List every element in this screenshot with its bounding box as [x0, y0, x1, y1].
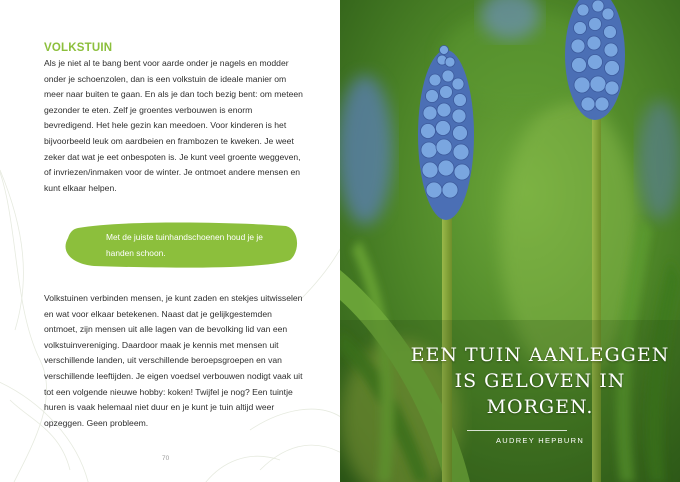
paragraph-intro: Als je niet al te bang bent voor aarde onder je nagels en modder onder je schoenzolen, dan is een volkstuin de ideale manier om meer naar buiten te gaan. En als je dan toch bezig bent: om meteen gezonder te eten. Zelf je groentes verbouwen is enorm bevredigend. Het hele gezin kan meedoen. Voor kinderen is het bijvoorbeeld leuk om aardbeien en frambozen te kweken. Je weet zeker dat wat je eet onbespoten is. Je kunt veel groente weggeven, of invriezen/inmaken voor de winter. Je ontmoet andere mensen en kunt elkaar helpen.: [44, 58, 303, 193]
right-page: [340, 0, 680, 482]
tip-text: Met de juiste tuinhandschoenen houd je je handen schoon.: [106, 232, 263, 258]
quote-line-2: IS GELOVEN IN MORGEN.: [454, 370, 626, 418]
quote: [410, 342, 670, 420]
quote-divider: [467, 430, 567, 431]
quote-author: AUDREY HEPBURN: [495, 436, 585, 445]
main-text-column: [44, 42, 304, 196]
page-number: 70: [162, 455, 170, 462]
quote-line-1: EEN TUIN AANLEGGEN: [410, 344, 670, 366]
paragraph-community: Volkstuinen verbinden mensen, je kunt zaden en stekjes uitwisselen en wat voor elkaar betekenen. Naast dat je gelijkgestemden ontmoet, zijn mensen uit alle lagen van de bevolking lid van een volkstuinvereniging. Daardoor maak je kennis met mensen uit verschillende landen, uit verschillende beroepsgroepen en van verschillende leeftijden. Je eigen voedsel verbouwen nodigt vaak uit tot een volgende nieuwe hobby: koken! Twijfel je nog? Een tuintje huren is vaak helemaal niet duur en je kunt je tuin altijd weer opzeggen. Geen probleem.: [44, 293, 303, 428]
section-heading: VOLKSTUIN: [44, 42, 113, 54]
